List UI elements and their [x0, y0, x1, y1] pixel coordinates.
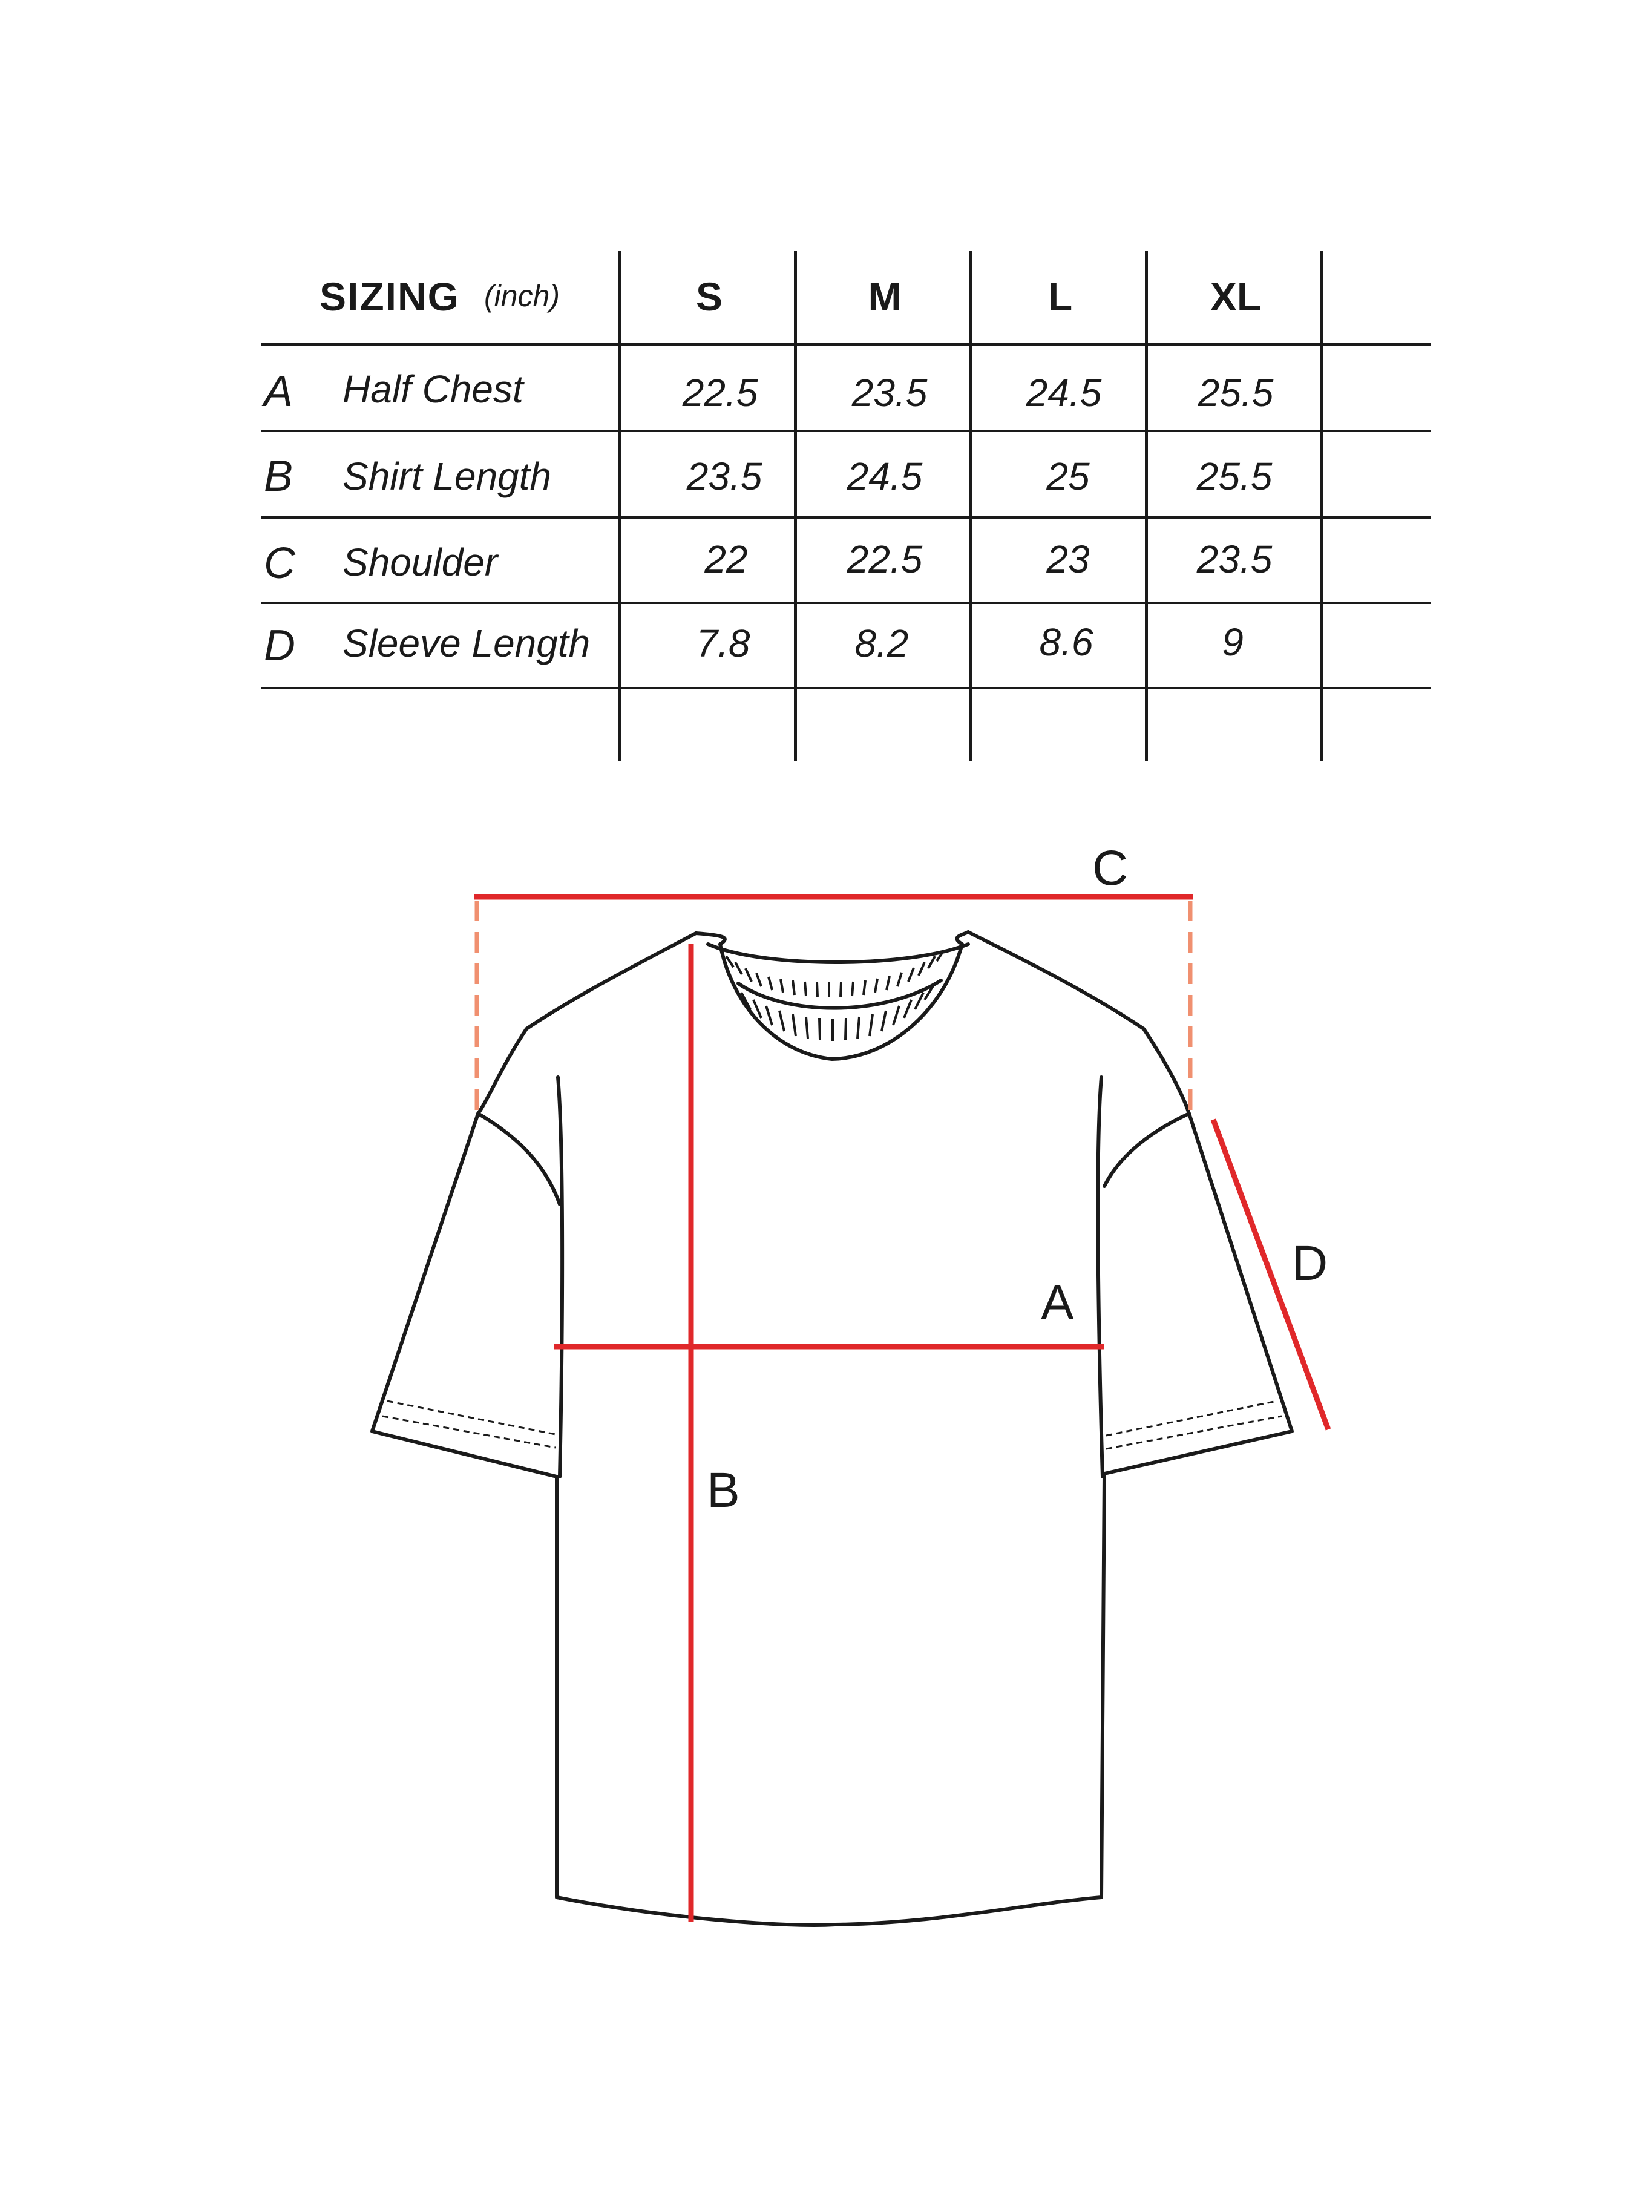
table-divider	[261, 343, 1431, 346]
table-divider	[1145, 251, 1148, 761]
row-label: Shirt Length	[343, 455, 552, 498]
table-cell: 25.5	[1198, 371, 1274, 415]
row-label: Shoulder	[343, 540, 498, 584]
table-divider	[261, 516, 1431, 519]
table-cell: 23.5	[851, 371, 928, 415]
left-hem-stitch	[387, 1401, 556, 1434]
dim-label-d: D	[1292, 1236, 1328, 1291]
table-cell: 23.5	[1196, 537, 1273, 581]
dim-label-c: C	[1092, 841, 1129, 896]
left-hem-stitch	[382, 1416, 556, 1448]
right-shoulder-seam	[1104, 1114, 1189, 1186]
table-divider	[1320, 251, 1323, 761]
sleeve-hem-stitching	[382, 1401, 1282, 1449]
tshirt-outline	[372, 932, 1292, 1925]
row-letter: B	[264, 452, 293, 500]
row-label: Sleeve Length	[343, 622, 591, 665]
size-header-l: L	[1047, 274, 1073, 319]
row-letter: A	[264, 367, 293, 416]
left-side-seam	[558, 1077, 562, 1477]
row-label: Half Chest	[343, 367, 523, 411]
right-side-seam	[1098, 1077, 1103, 1477]
table-cell: 22	[704, 537, 748, 581]
size-header-s: S	[695, 274, 723, 319]
table-cell: 9	[1222, 620, 1244, 664]
table-divider	[261, 430, 1431, 432]
row-letter: D	[264, 622, 295, 670]
size-table	[0, 0, 1652, 787]
table-divider	[261, 687, 1431, 689]
table-cell: 25	[1046, 455, 1090, 498]
table-cell: 24.5	[847, 455, 923, 498]
table-cell: 22.5	[847, 537, 923, 581]
dim-label-a: A	[1041, 1275, 1074, 1330]
table-divider	[969, 251, 972, 761]
collar-inner	[708, 944, 968, 962]
table-cell: 24.5	[1026, 371, 1102, 415]
table-divider	[618, 251, 621, 761]
measurement-lines	[474, 897, 1328, 1922]
table-cell: 25.5	[1196, 455, 1273, 498]
right-hem-stitch	[1106, 1401, 1277, 1436]
table-divider	[261, 602, 1431, 604]
left-shoulder-seam	[478, 1114, 560, 1204]
shirt-silhouette	[372, 932, 1292, 1925]
table-divider	[794, 251, 797, 761]
size-header-xl: XL	[1210, 274, 1262, 319]
table-title: SIZING	[320, 274, 461, 319]
table-cell: 8.2	[854, 622, 909, 665]
table-unit: (inch)	[484, 279, 560, 313]
right-hem-stitch	[1106, 1416, 1282, 1449]
table-cell: 7.8	[696, 622, 750, 665]
table-cell: 22.5	[682, 371, 758, 415]
dim-label-b: B	[707, 1463, 740, 1518]
size-header-m: M	[868, 274, 902, 319]
row-letter: C	[264, 539, 295, 588]
table-cell: 23	[1046, 537, 1090, 581]
table-cell: 8.6	[1039, 620, 1093, 664]
table-cell: 23.5	[686, 455, 762, 498]
